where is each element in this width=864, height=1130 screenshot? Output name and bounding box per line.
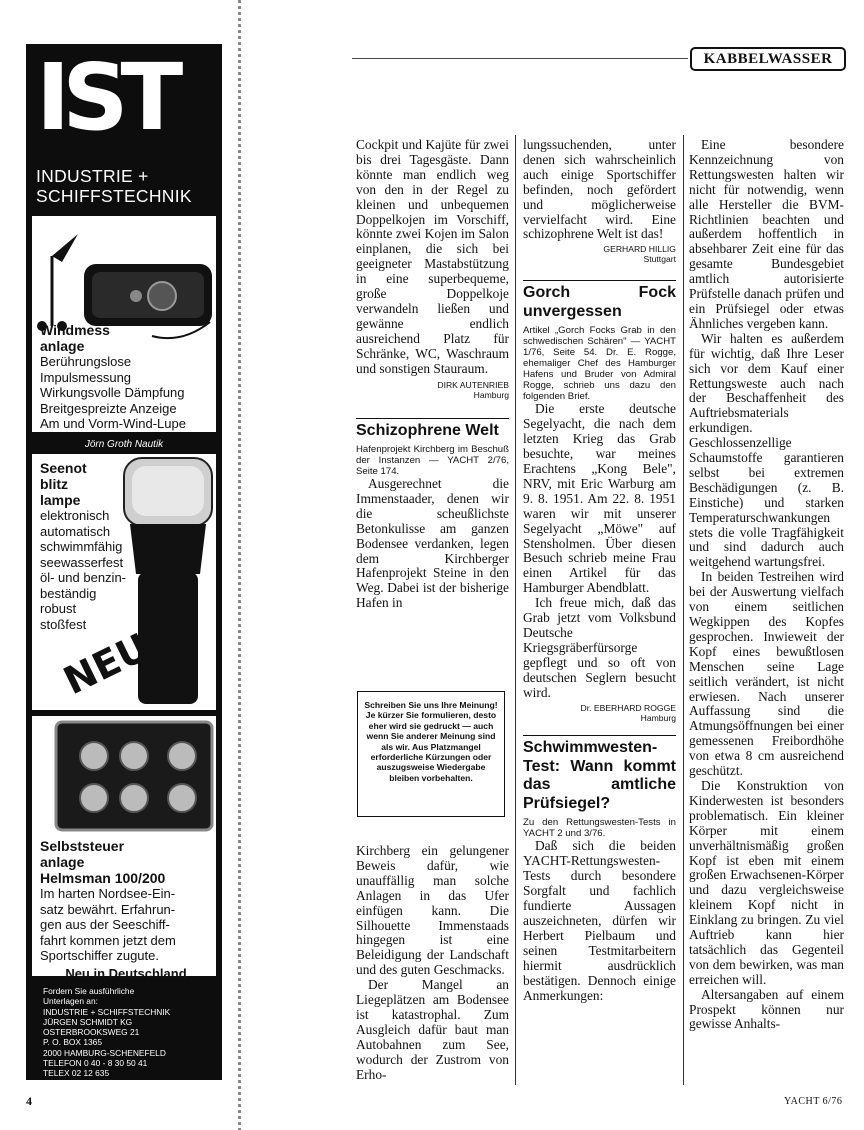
page-number: 4 xyxy=(26,1094,32,1108)
letter-paragraph: lungssuchenden, unter denen sich wahrscheinlich auch einige Sportschiffer befinden, noch gefördert und möglicherweise vervielfacht wird. Eine schizophrene Welt ist das! xyxy=(523,137,676,242)
selbststeuer-line: fahrt kommen jetzt dem xyxy=(40,932,176,948)
letter-paragraph: Der Mangel an Liegeplätzen am Bodensee ist katastrophal. Zum Ausgleich dafür baut man Autobahnen zum See, wodurch der Zustrom von Erho- xyxy=(356,977,509,1082)
column-3 xyxy=(689,138,844,1032)
seenot-line: schwimmfähig xyxy=(40,539,123,554)
ad-panel-seenot xyxy=(32,454,216,710)
column-1-bottom xyxy=(356,844,509,1083)
selbststeuer-line: Im harten Nordsee-Ein- xyxy=(40,886,176,901)
windmess-title: Windmess xyxy=(40,322,110,338)
windmess-title-2: anlage xyxy=(40,338,85,354)
windmess-text xyxy=(40,322,186,432)
letter-paragraph: Eine besondere Kennzeichnung von Rettungswesten halten wir nicht für notwendig, wenn alle Hersteller die BVM-Richtlinien beachten und außerdem hoffentlich in absehbarer Zeit eine für das gesamte Bundesgebiet amtlich autorisierte Prüfstelle danach prüfen und ein Prüfsiegel oder etwas Ähnliches vergeben kann. xyxy=(689,137,844,331)
letter-headline: Schwimmwesten-Test: Wann kommt das amtliche Prüfsiegel? xyxy=(523,735,676,813)
windmess-line: Breitgespreizte Anzeige xyxy=(40,400,177,416)
letter-paragraph: Ausgerechnet die Immenstaader, denen wir die scheußlichste Betonkulisse am ganzen Bodensee verdanken, legen dem Kirchberger Hafenprojekt Steine in den Weg. Dabei ist der bisherige Hafen in xyxy=(356,476,509,611)
selbststeuer-title-2: anlage xyxy=(40,854,85,870)
contact-line: TELEX 02 12 635 xyxy=(43,1068,110,1079)
seenot-line: öl- und benzin- xyxy=(40,570,126,585)
column-1-top xyxy=(356,138,509,611)
letter-paragraph: Kirchberg ein gelungener Beweis dafür, wie unauffällig man solche Anlagen in das Ufer einfügen kann. Die Silhouette Immenstaads hingegen ist eine Beleidigung der Landschaft und des guten Geschmacks. xyxy=(356,843,509,978)
letter-paragraph: In beiden Testreihen wird bei der Auswertung vielfach von einem seitlichen Wegkippen des Kopfes gesprochen. Inwieweit der Kopf eines bewußtlosen Menschen seine Lage seitlich verändert, ist nicht erwiesen. Nach unserer Auffassung sind die Atmungsöffnungen bei einer gemessenen Freibordhöhe von etwa 8 cm ausreichend geschützt. xyxy=(689,569,844,779)
letter-signature-city: Hamburg xyxy=(640,713,676,724)
contact-line: TELEFON 0 40 - 8 30 50 41 xyxy=(43,1058,148,1069)
seenot-line: robust xyxy=(40,601,77,616)
ad-brand-line2: SCHIFFSTECHNIK xyxy=(36,186,192,206)
selbststeuer-line: Sportschiffer zugute. xyxy=(40,948,159,963)
windmess-line: Am und Vorm-Wind-Lupe xyxy=(40,416,186,431)
column-rule xyxy=(683,135,684,1085)
ad-panel-windmess xyxy=(32,216,216,432)
letter-paragraph: Wir halten es außerdem für wichtig, daß Ihre Leser sich vor dem Kauf einer Rettungsweste auch nach der Beschaffenheit des Auftriebsmaterials erkundigen. Geschlossenzellige Schaumstoffe garantieren selbst bei extremen Beschädigungen (z. B. Einstiche) und starken Temperaturschwankungen stets die volle Tragfähigkeit und sind dadurch auch weitgehend wartungsfrei. xyxy=(689,330,844,570)
letter-paragraph: Die Konstruktion von Kinderwesten ist besonders problematisch. Ein kleiner Körper mit einem unverhältnismäßig großen Kopf ist eben mit einem großen Erwachsenen-Körper und dazu vergleichsweise kleinem Kopf nicht in Einklang zu bringen. Zu viel Auftrieb kann hier tatsächlich das Gegenteil von dem bewirken, was man erreichen will. xyxy=(689,777,844,987)
letter-signature-city: Stuttgart xyxy=(643,254,676,265)
letter-signature-name: GERHARD HILLIG xyxy=(603,244,676,255)
letter-paragraph: Ich freue mich, daß das Grab jetzt vom Volksbund Deutsche Kriegsgräberfürsorge gepflegt und so oft von deutschen Seglern besucht wird. xyxy=(523,595,676,700)
section-badge: KABBELWASSER xyxy=(690,47,846,71)
letter-paragraph: Altersangaben auf einem Prospekt können nur gewisse Anhalts- xyxy=(689,986,844,1032)
seenot-text xyxy=(40,460,126,632)
ad-brand-line1: INDUSTRIE + xyxy=(36,166,149,186)
ad-brand xyxy=(36,166,192,206)
seenot-line: elektronisch xyxy=(40,508,110,523)
letter-signature-name: DIRK AUTENRIEB xyxy=(437,379,509,390)
ad-logo: IST xyxy=(36,44,176,151)
seenot-line: seewasserfest xyxy=(40,554,124,570)
letter-lead: Artikel „Gorch Focks Grab in den schwedischen Schären" — YACHT 1/76, Seite 54. Dr. E. Rogge, ehemaliger Chef des Hamburger Hafens und Bruder von Admiral Rogge, schrieb uns dazu den folgenden Brief. xyxy=(523,325,676,403)
letter-lead: Hafenprojekt Kirchberg im Beschuß der Instanzen — YACHT 2/76, Seite 174. xyxy=(356,444,509,477)
selbststeuer-line: satz bewährt. Erfahrun- xyxy=(40,901,176,917)
windmess-line: Berührungslose xyxy=(40,354,132,369)
letter-signature-name: Dr. EBERHARD ROGGE xyxy=(580,703,676,714)
contact-line: P. O. BOX 1365 xyxy=(43,1037,102,1048)
letter-signature-city: Hamburg xyxy=(473,389,509,400)
seenot-title-3: lampe xyxy=(40,492,81,508)
selbststeuer-title: Selbststeuer xyxy=(40,838,125,854)
editor-note-box: Schreiben Sie uns Ihre Meinung! Je kürzer Sie formulieren, desto eher wird sie gedruckt — auch wenn Sie anderer Meinung sind als wir. Aus Platzmangel erforderliche Kürzungen oder auszugsweise Wiedergabe bleiben vorbehalten. xyxy=(357,691,505,817)
binding-gutter xyxy=(238,0,241,1130)
header-rule xyxy=(352,58,688,59)
ad-panel-selbststeuer xyxy=(32,716,216,981)
contact-line: INDUSTRIE + SCHIFFSTECHNIK xyxy=(43,1006,171,1017)
selbststeuer-text xyxy=(40,838,212,982)
advertisement xyxy=(26,44,222,1080)
column-2 xyxy=(523,138,676,1003)
letter-paragraph: Daß sich die beiden YACHT-Rettungswesten-Tests durch besondere Sorgfalt und fachlich fundierte Aussagen auszeichneten, dürfen wir Herbert Pielbaum und seinen Testmitarbeitern hiermit ausdrücklich bestätigen. Dennoch einige Anmerkungen: xyxy=(523,838,676,1003)
letter-paragraph: Die erste deutsche Segelyacht, die nach dem letzten Krieg das Grab besuchte, war meines Erachtens „Kong Bele", NRV, mit Eric Warburg am 9. 8. 1951. Am 22. 8. 1951 waren wir mit unserer Segelyacht „Möwe" auf Stensholmen. Über diesen Besuch schrieb meine Frau einen Artikel für das Hamburger Abendblatt. xyxy=(523,401,676,596)
letter-headline: Schizophrene Welt xyxy=(356,418,509,441)
seenot-line: stoßfest xyxy=(40,616,87,632)
column-rule xyxy=(515,135,516,1085)
contact-line: JÜRGEN SCHMIDT KG xyxy=(43,1016,133,1027)
contact-line: Fordern Sie ausführliche xyxy=(43,986,135,996)
windmess-line: Impulsmessung xyxy=(40,369,132,385)
seenot-line: beständig xyxy=(40,585,97,601)
ad-credit: Jörn Groth Nautik xyxy=(84,439,164,450)
seenot-title: Seenot xyxy=(40,460,87,476)
contact-line: OSTERBROOKSWEG 21 xyxy=(43,1027,140,1038)
new-badge: NEU xyxy=(56,624,156,704)
ad-contact xyxy=(43,986,221,1079)
issue-label: YACHT 6/76 xyxy=(784,1096,843,1107)
selbststeuer-line: gen aus der Seeschiff- xyxy=(40,917,170,932)
autopilot-illustration xyxy=(32,716,216,836)
letter-headline: Gorch Fock unvergessen xyxy=(523,280,676,321)
contact-line: Unterlagen an: xyxy=(43,996,98,1007)
seenot-title-2: blitz xyxy=(40,476,68,492)
letter-lead: Zu den Rettungswesten-Tests in YACHT 2 und 3/76. xyxy=(523,817,676,840)
windmess-line: Wirkungsvolle Dämpfung xyxy=(40,385,185,400)
selbststeuer-tagline: Neu in Deutschland xyxy=(65,965,187,981)
letter-paragraph: Cockpit und Kajüte für zwei bis drei Tagesgäste. Dann könnte man endlich weg von den in der Regel zu kleinen und unbequemen Doppelkojen im Vorschiff, könnte zwei Kojen im Salon einplanen, die sich bei geeigneter Mastabstützung in eine superbequeme, große Doppelkoje verwandeln ließen und gewänne endlich ausreichend Platz für Schränke, WC, Waschraum und sonstigen Stauraum. xyxy=(356,137,509,376)
selbststeuer-title-3: Helmsman 100/200 xyxy=(40,870,166,886)
seenot-line: automatisch xyxy=(40,523,111,539)
contact-line: 2000 HAMBURG-SCHENEFELD xyxy=(43,1047,166,1058)
